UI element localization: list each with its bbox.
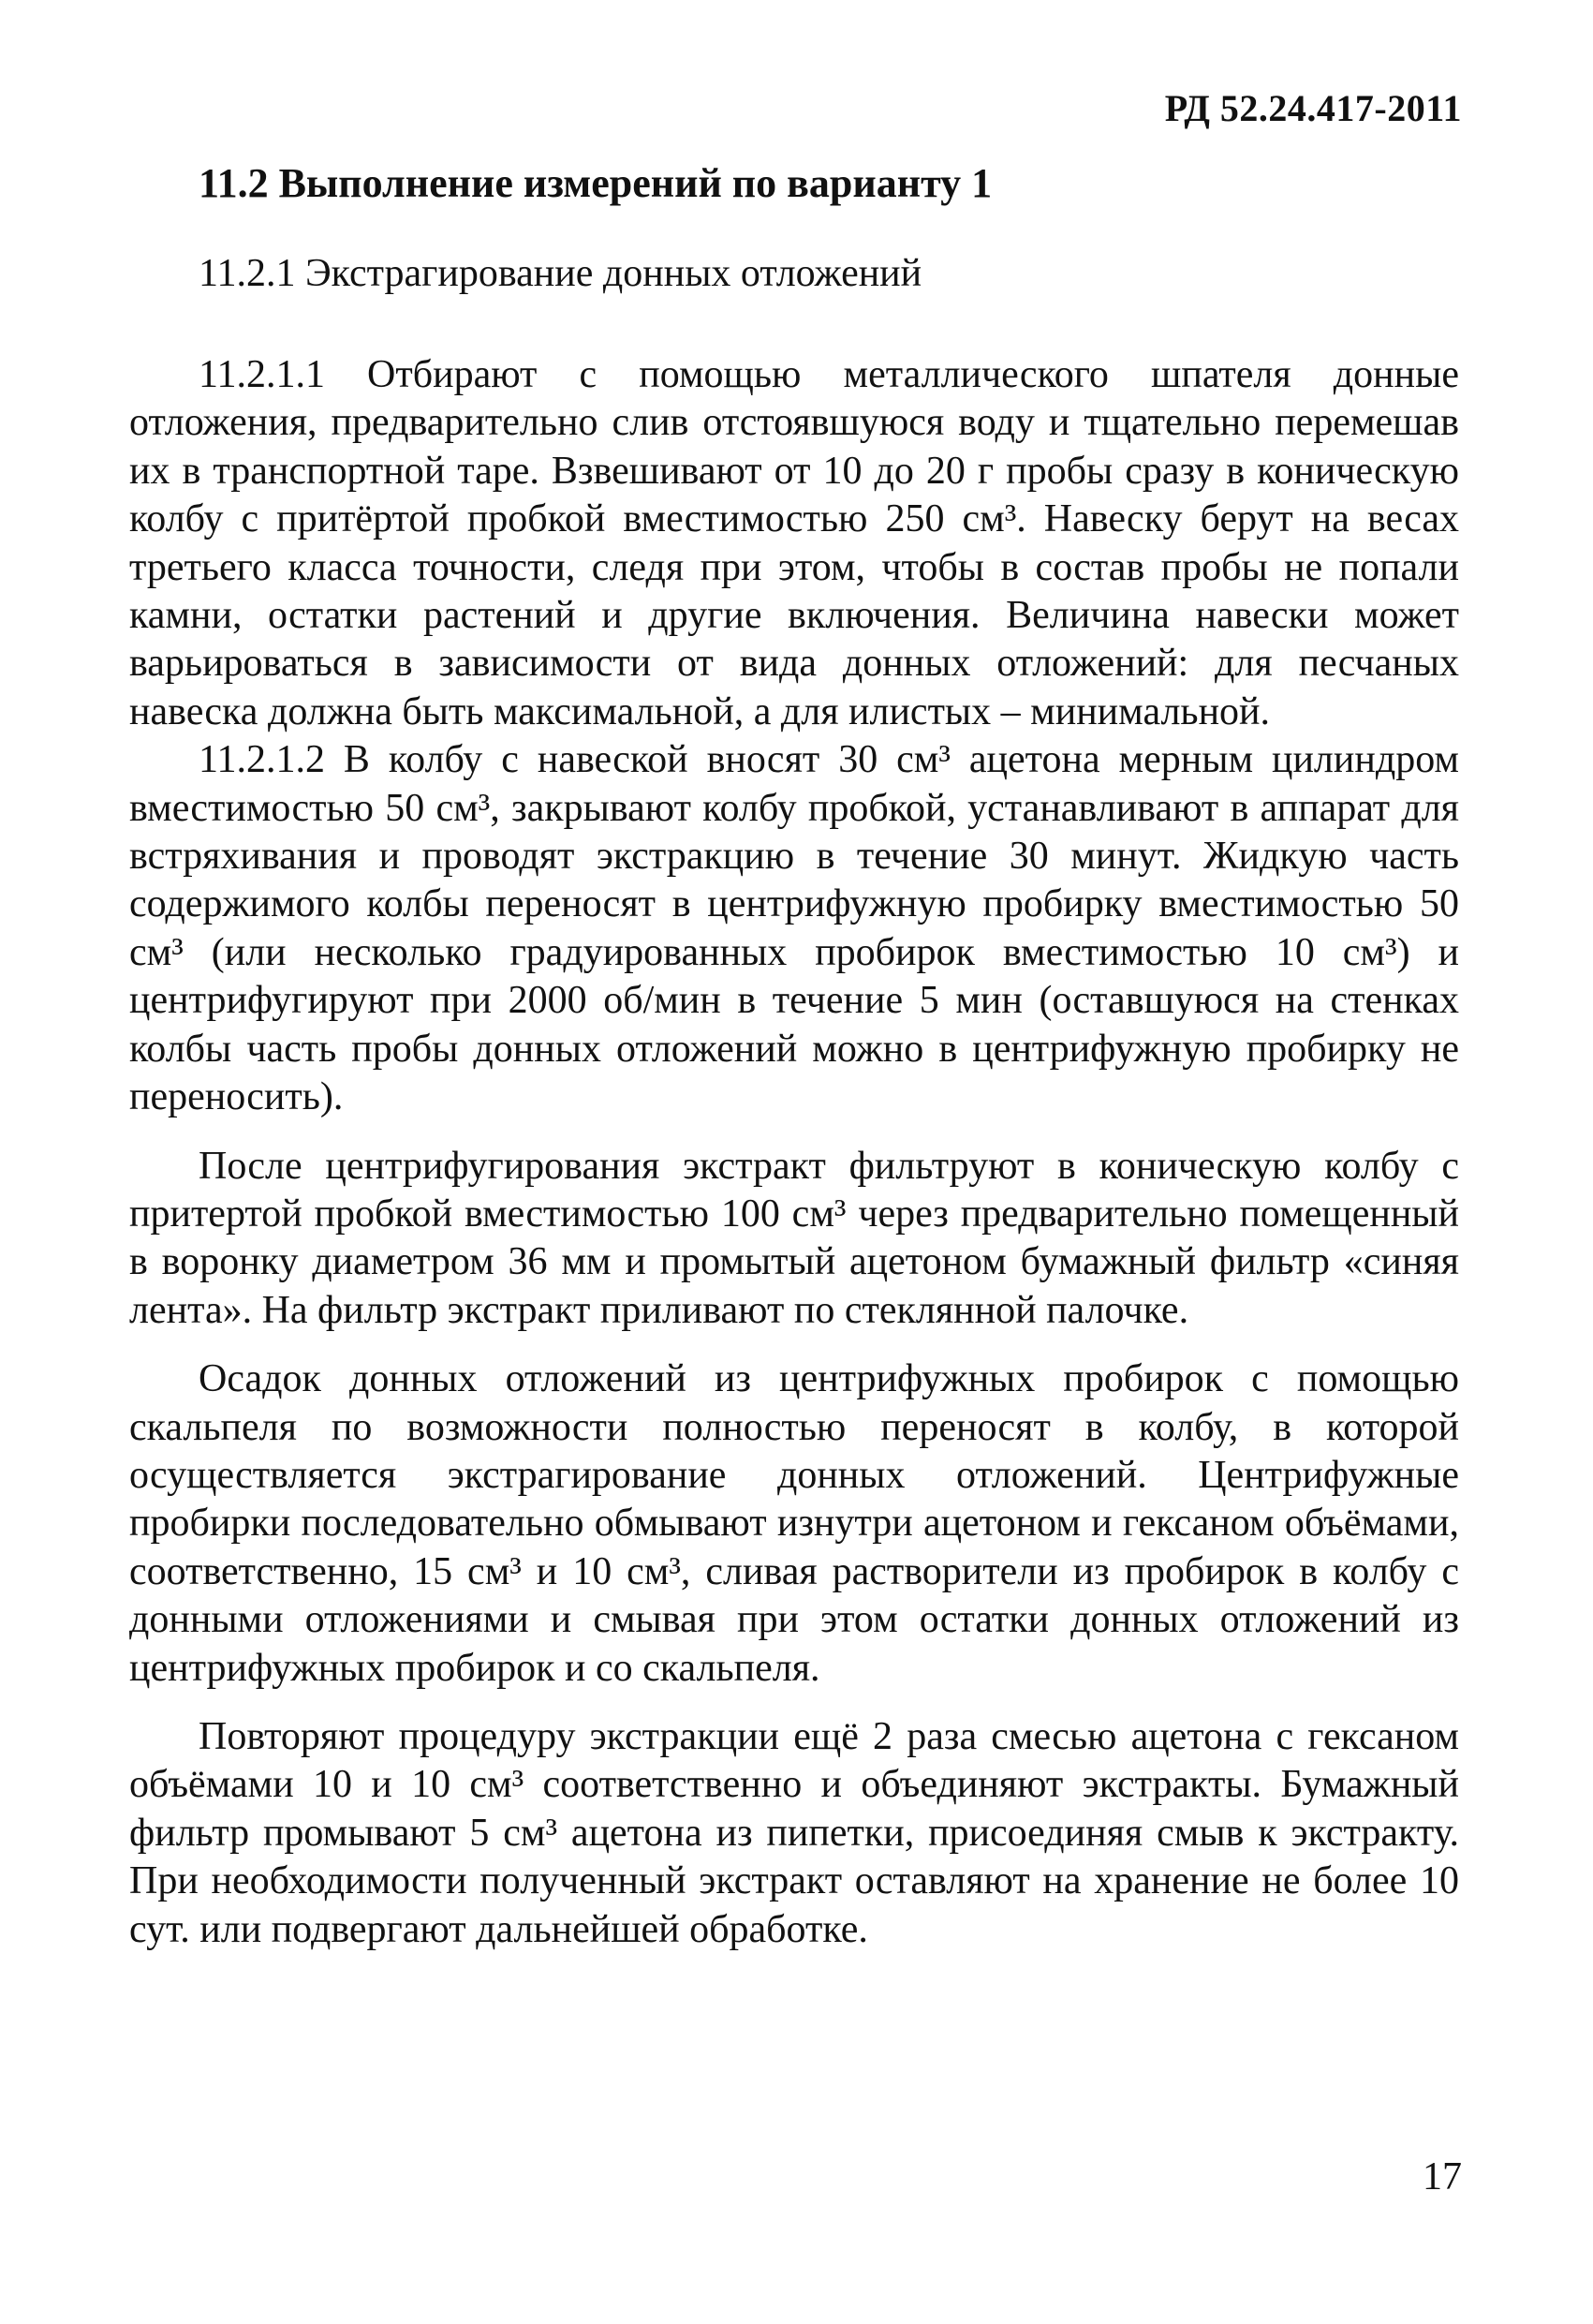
paragraph-repeat-extraction: Повторяют процедуру экстракции ещё 2 раза смесью ацетона с гексаном объёмами 10 и 10 см³ соответственно и объединяют экстракты. Бумажный фильтр промывают 5 см³ ацетона из пипетки, присоединяя смыв к экстракту. При необходимости полученный экстракт оставляют на хранение не более 10 сут. или подвергают дальнейшей обработке. [129, 1714, 1459, 1951]
paragraph-filtration: После центрифугирования экстракт фильтруют в коническую колбу с притертой пробкой вместимостью 100 см³ через предварительно помещенный в воронку диаметром 36 мм и промытый ацетоном бумажный фильтр «синяя лента». На фильтр экстракт приливают по стеклянной палочке. [129, 1144, 1459, 1332]
section-heading: 11.2 Выполнение измерений по варианту 1 [199, 160, 993, 206]
document-body [129, 351, 1459, 1954]
page-number: 17 [1423, 2155, 1462, 2198]
subsection-heading: 11.2.1 Экстрагирование донных отложений [199, 252, 922, 295]
paragraph-sediment-transfer: Осадок донных отложений из центрифужных пробирок с помощью скальпеля по возможности полностью переносят в колбу, в которой осуществляется экстрагирование донных отложений. Центрифужные пробирки последовательно обмывают изнутри ацетоном и гексаном объёмами, соответственно, 15 см³ и 10 см³, сливая растворители из пробирок в колбу с донными отложениями и смывая при этом остатки донных отложений из центрифужных пробирок и со скальпеля. [129, 1357, 1459, 1690]
paragraph-11-2-1-2: 11.2.1.2 В колбу с навеской вносят 30 см³ ацетона мерным цилиндром вместимостью 50 см³, закрывают колбу пробкой, устанавливают в аппарат для встряхивания и проводят экстракцию в течение 30 минут. Жидкую часть содержимого колбы переносят в центрифужную пробирку вместимостью 50 см³ (или несколько градуированных пробирок вместимостью 10 см³) и центрифугируют при 2000 об/мин в течение 5 мин (оставшуюся на стенках колбы часть пробы донных отложений можно в центрифужную пробирку не переносить). [129, 738, 1459, 1119]
document-code: РД 52.24.417-2011 [1164, 87, 1462, 129]
paragraph-11-2-1-1: 11.2.1.1 Отбирают с помощью металлического шпателя донные отложения, предварительно слив отстоявшуюся воду и тщательно перемешав их в транспортной таре. Взвешивают от 10 до 20 г пробы сразу в коническую колбу с притёртой пробкой вместимостью 250 см³. Навеску берут на весах третьего класса точности, следя при этом, чтобы в состав пробы не попали камни, остатки растений и другие включения. Величина навески может варьироваться в зависимости от вида донных отложений: для песчаных навеска должна быть максимальной, а для илистых – минимальной. [129, 353, 1459, 733]
